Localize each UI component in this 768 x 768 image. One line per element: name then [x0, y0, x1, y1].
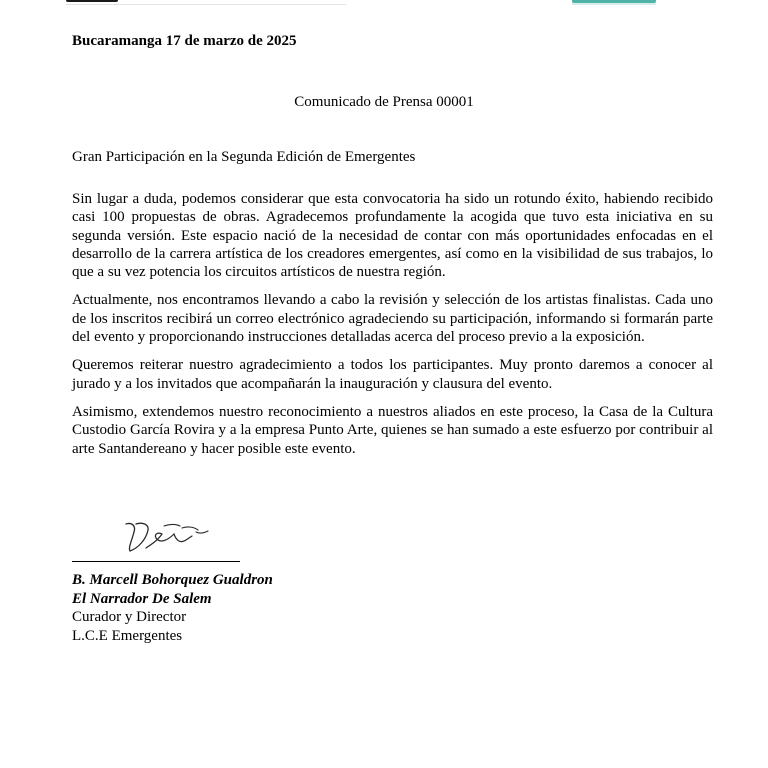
signer-role: Curador y Director: [72, 609, 187, 625]
paragraph-4: Asimismo, extendemos nuestro reconocimiento a nuestros aliados en este proceso, la Casa de la Cultura Custodio García Rovira y a la empresa Punto Arte, quienes se han sumado a este esfuerzo por contribuir al arte Santandereano y hacer posible este evento.: [72, 403, 713, 457]
header-divider-left: [66, 4, 346, 5]
signer-alias: El Narrador De Salem: [72, 590, 212, 607]
signature-line: [72, 561, 240, 562]
signer-block: [72, 571, 273, 645]
handwritten-signature-icon: [118, 518, 218, 554]
signer-organization: L.C.E Emergentes: [72, 627, 183, 644]
press-release-title: Comunicado de Prensa 00001: [294, 94, 474, 110]
header-logo-right-edge: [572, 3, 656, 5]
paragraph-2: Actualmente, nos encontramos llevando a cabo la revisión y selección de los artistas finalistas. Cada uno de los inscritos recibirá un correo electrónico agradeciendo su participación, informando si formarán parte del evento y proporcionando instrucciones detalladas acerca del proceso previo a la exposición.: [72, 292, 713, 346]
letter-body: [72, 190, 713, 468]
paragraph-3: Queremos reiterar nuestro agradecimiento a todos los participantes. Muy pronto daremos a conocer al jurado y a los invitados que acompañarán la inauguración y clausura del evento.: [72, 357, 713, 392]
date-line: Bucaramanga 17 de marzo de 2025: [72, 33, 297, 49]
headline: Gran Participación en la Segunda Edición de Emergentes: [72, 149, 416, 165]
paragraph-1: Sin lugar a duda, podemos considerar que esta convocatoria ha sido un rotundo éxito, habiendo recibido casi 100 propuestas de obras. Agradecemos profundamente la acogida que tuvo esta iniciativa en su segunda versión. Este espacio nació de la necesidad de contar con más oportunidades enfocadas en el desarrollo de la carrera artística de los creadores emergentes, así como en la visibilidad de sus trabajos, lo que a su vez potencia los circuitos artísticos de nuestra región.: [72, 191, 713, 281]
signer-name: B. Marcell Bohorquez Gualdron: [72, 572, 273, 588]
header-logo-left: [66, 0, 118, 2]
